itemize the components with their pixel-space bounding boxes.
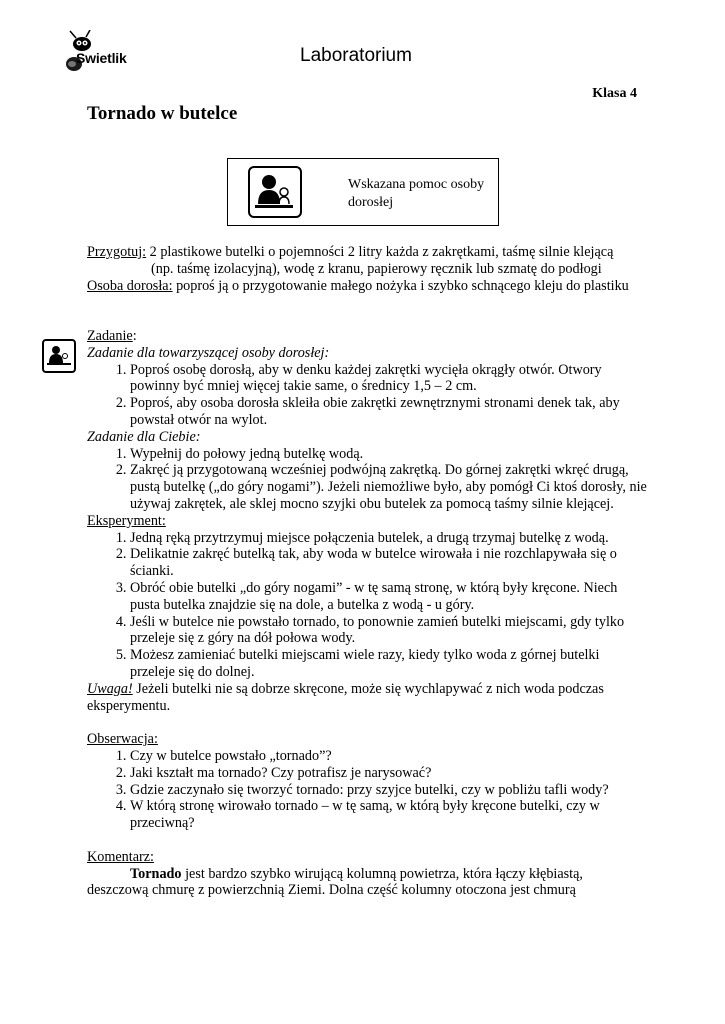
comment-text: jest bardzo szybko wirującą kolumną powietrza, która łączy kłębiastą, deszczową chmurę z powierzchnią Ziemi. Dolna część kolumny otoczona jest chmurą: [87, 865, 583, 899]
adult-task-heading: Zadanie dla towarzyszącej osoby dorosłej:: [87, 344, 330, 361]
task-section: [87, 328, 647, 899]
document-title: Tornado w butelce: [87, 103, 238, 124]
adult-task-list: [87, 362, 647, 429]
logo: [62, 30, 152, 80]
list-item: 1. Poproś osobę dorosłą, aby w denku każdej zakrętki wycięła okrągły otwór. Otwory powinny być mniej więcej takie same, o średnicy 1,5 – 2 cm.: [130, 362, 647, 396]
observation-label: Obserwacja:: [87, 731, 158, 748]
list-item: 1. Jedną ręką przytrzymuj miejsce połączenia butelek, a drugą trzymaj butelkę z wodą.: [130, 530, 647, 547]
adult-help-text: Wskazana pomoc osoby dorosłej: [348, 177, 485, 210]
prepare-label: Przygotuj:: [87, 244, 147, 260]
comment-label: Komentarz:: [87, 848, 154, 865]
list-item: 4. Jeśli w butelce nie powstało tornado, to ponownie zamień butelki miejscami, gdy tylko przeleje się z góry na dół połowa wody.: [130, 614, 647, 648]
list-item: 2. Delikatnie zakręć butelką tak, aby woda w butelce wirowała i nie rozchlapywała się o ścianki.: [130, 546, 647, 580]
experiment-list: [87, 530, 647, 681]
list-item: 1. Czy w butelce powstało „tornado”?: [130, 748, 647, 765]
warning-text: Jeżeli butelki nie są dobrze skręcone, może się wychlapywać z nich woda podczas eksperymentu.: [87, 680, 604, 714]
adult-help-box: [227, 158, 499, 226]
adult-text: poproś ją o przygotowanie małego nożyka i szybko schnącego kleju do plastiku: [172, 277, 629, 294]
experiment-label: Eksperyment:: [87, 512, 166, 529]
list-item: 2. Zakręć ją przygotowaną wcześniej podwójną zakrętką. Do górnej zakrętki wkręć drugą, pustą butelkę („do góry nogami”). Jeżeli niemożliwe było, aby pomógł Ci ktoś dorosły, nie używaj zakrętek, ale sklej mocno szyjki obu butelek za pomocą taśmy silnie klejącej.: [130, 462, 647, 512]
list-item: 1. Wypełnij do połowy jedną butelkę wodą.: [130, 446, 647, 463]
grade-label: Klasa 4: [592, 86, 637, 101]
child-task-heading: Zadanie dla Ciebie:: [87, 428, 201, 445]
comment-bold-word: Tornado: [130, 865, 182, 882]
observation-list: [87, 748, 647, 832]
list-item: 2. Poproś, aby osoba dorosła skleiła obie zakrętki zewnętrznymi stronami denek tak, aby powstał otwór na wylot.: [130, 395, 647, 429]
adult-label: Osoba dorosła:: [87, 277, 173, 294]
task-colon: :: [132, 328, 137, 344]
prepare-text: 2 plastikowe butelki o pojemności 2 litry każda z zakrętkami, taśmę silnie klejącą: [146, 244, 614, 260]
list-item: 4. W którą stronę wirowało tornado – w tę samą, w którą były kręcone butelki, czy w przeciwną?: [130, 798, 647, 832]
child-task-list: [87, 446, 647, 513]
list-item: 2. Jaki kształt ma tornado? Czy potrafisz je narysować?: [130, 765, 647, 782]
adult-helper-icon: [248, 166, 302, 218]
page-header-title: Laboratorium: [300, 45, 412, 66]
adult-helper-side-icon: [42, 339, 76, 373]
task-label: Zadanie: [87, 328, 133, 344]
prepare-section: [87, 244, 647, 294]
list-item: 3. Obróć obie butelki „do góry nogami” - w tę samą stronę, w którą były kręcone. Niech pusta butelka znajdzie się na dole, a butelka z wodą - u góry.: [130, 580, 647, 614]
logo-text: Swietlik: [76, 50, 127, 66]
prepare-text-continued: (np. taśmę izolacyjną), wodę z kranu, papierowy ręcznik lub szmatę do podłogi: [151, 260, 602, 277]
list-item: 3. Gdzie zaczynało się tworzyć tornado: przy szyjce butelki, czy w pobliżu tafli wody?: [130, 782, 647, 799]
list-item: 5. Możesz zamieniać butelki miejscami wiele razy, kiedy tylko woda z górnej butelki przeleje się do dolnej.: [130, 647, 647, 681]
warning-label: Uwaga!: [87, 680, 133, 697]
